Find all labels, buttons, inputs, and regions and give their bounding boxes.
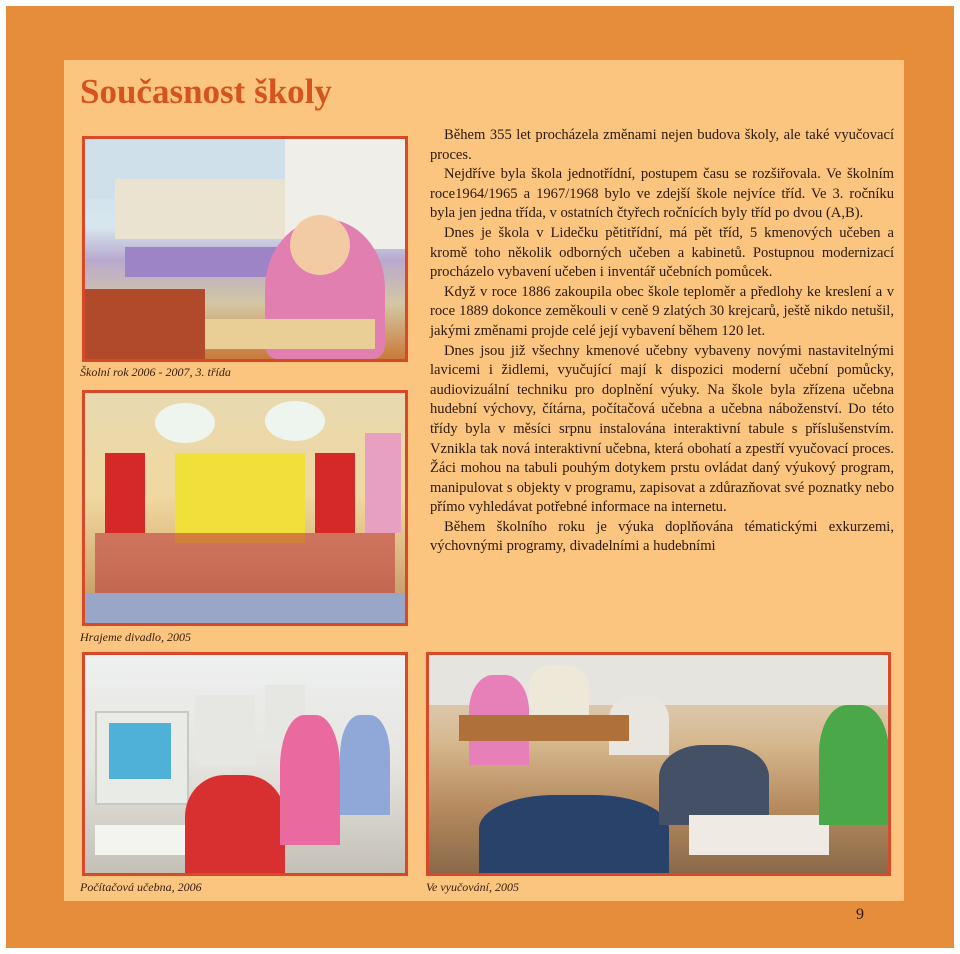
paragraph: Když v roce 1886 zakoupila obec škole teploměr a předlohy ke kreslení a v roce 1889 dokonce zeměkouli v ceně 9 zlatých 30 krejcarů, ještě nikdo netušil, jakými změnami projde celé její vybavení během 120 let. [430, 283, 894, 339]
photo-lesson-2005 [426, 652, 891, 876]
page-background [6, 6, 954, 948]
page-title: Současnost školy [80, 72, 332, 111]
photo-computer-room-2006 [82, 652, 408, 876]
paragraph: Během školního roku je výuka doplňována tématickými exkurzemi, výchovnými programy, divadelními a hudebními [430, 518, 894, 555]
photo-classroom-2006 [82, 136, 408, 362]
caption-photo3: Počítačová učebna, 2006 [80, 880, 202, 894]
paragraph: Během 355 let procházela změnami nejen budova školy, ale také vyučovací proces. [430, 127, 894, 163]
paragraph: Dnes jsou již všechny kmenové učebny vybaveny novými nastavitelnými lavicemi i židlemi, vyučující mají k dispozici moderní učební pomůcky, audiovizuální techniku pro doplnění výuky. Na škole byla zřízena učebna hudební výchovy, čítárna, počítačová učebna a učebna náboženství. Do této třídy byla v měsíci srpnu instalována interaktivní tabule s příslušenstvím. Vznikla tak nová interaktivní učebna, která obohatí a zpestří vyučovací proces. Žáci mohou na tabuli pouhým dotykem prstu ovládat daný výukový program, manipulovat s objekty v programu, zapisovat a zdůrazňovat své poznatky nebo přímo vyhledávat potřebné informace na internetu. [430, 342, 894, 516]
paragraph: Nejdříve byla škola jednotřídní, postupem času se rozšiřovala. Ve školním roce1964/1965 a 1967/1968 bylo ve zdejší škole nejvíce tříd. Ve 3. ročníku byla jen jedna třída, v ostatních čtyřech ročnících byly tříd po dvou (A,B). [430, 166, 894, 222]
caption-photo4: Ve vyučování, 2005 [426, 880, 519, 894]
article-text [430, 126, 894, 557]
page-number: 9 [856, 906, 864, 923]
paragraph: Dnes je škola v Lidečku pětitřídní, má pět tříd, 5 kmenových učeben a kromě toho několik odborných učeben a kabinetů. Postupnou modernizací procházelo vybavení učeben i inventář učebních pomůcek. [430, 224, 894, 281]
caption-photo2: Hrajeme divadlo, 2005 [80, 630, 191, 644]
photo-theatre-2005 [82, 390, 408, 626]
content-panel [64, 60, 904, 901]
caption-photo1: Školní rok 2006 - 2007, 3. třída [80, 365, 231, 379]
